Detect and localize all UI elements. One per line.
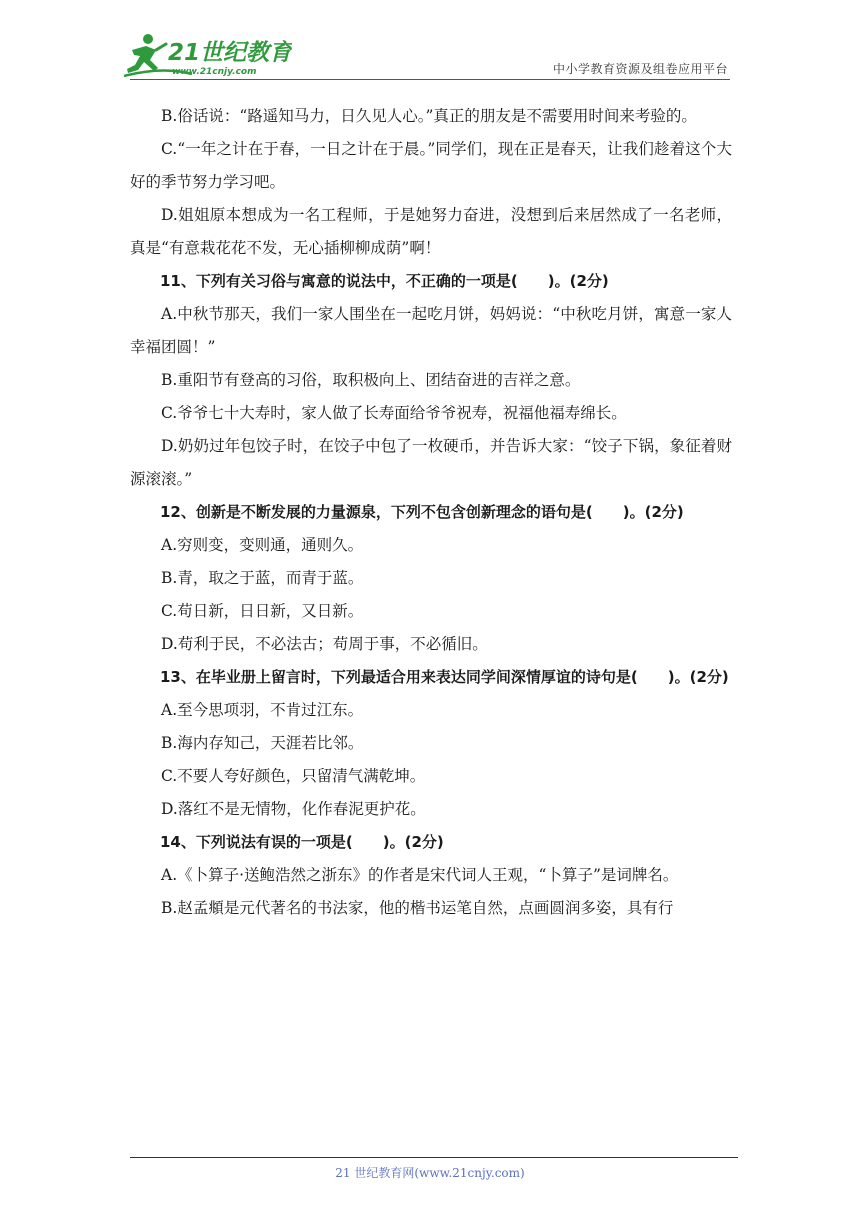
question-stem: 11、下列有关习俗与寓意的说法中，不正确的一项是( )。(2分) (160, 272, 609, 290)
answer-option: C.苟日新，日日新，又日新。 (161, 602, 364, 620)
answer-option: C.“一年之计在于春，一日之计在于晨。”同学们，现在正是春天，让我们趁着这个大好的季节努力学习吧。 (130, 140, 732, 191)
answer-option: A.穷则变，变则通，通则久。 (161, 536, 364, 554)
footer-divider (130, 1157, 738, 1158)
logo-url: www.21cnjy.com (172, 67, 257, 77)
footer-link[interactable]: 21 世纪教育网(www.21cnjy.com) (335, 1166, 525, 1180)
answer-option: B.海内存知己，天涯若比邻。 (161, 734, 364, 752)
page-header (0, 0, 860, 90)
answer-option: B.重阳节有登高的习俗，取积极向上、团结奋进的吉祥之意。 (161, 371, 581, 389)
answer-option: A.中秋节那天，我们一家人围坐在一起吃月饼，妈妈说：“中秋吃月饼，寓意一家人幸福团圆！” (130, 305, 732, 356)
answer-option: D.苟利于民，不必法古；苟周于事，不必循旧。 (161, 635, 488, 653)
document-body (130, 100, 732, 925)
answer-option: A.至今思项羽，不肯过江东。 (161, 701, 364, 719)
answer-option: A.《卜算子·送鲍浩然之浙东》的作者是宋代词人王观，“卜算子”是词牌名。 (161, 866, 679, 884)
site-logo[interactable] (122, 30, 292, 82)
answer-option: B.青，取之于蓝，而青于蓝。 (161, 569, 364, 587)
site-tagline: 中小学教育资源及组卷应用平台 (552, 62, 728, 76)
question-stem: 12、创新是不断发展的力量源泉，下列不包含创新理念的语句是( )。(2分) (160, 503, 684, 521)
question-stem: 13、在毕业册上留言时，下列最适合用来表达同学间深情厚谊的诗句是( )。(2分) (160, 668, 729, 686)
logo-text: 21世纪教育 (168, 40, 292, 66)
header-divider (130, 79, 730, 80)
answer-option: D.奶奶过年包饺子时，在饺子中包了一枚硬币，并告诉大家：“饺子下锅，象征着财源滚滚。” (130, 437, 732, 488)
runner-logo-icon (122, 30, 292, 82)
answer-option: D.姐姐原本想成为一名工程师，于是她努力奋进，没想到后来居然成了一名老师，真是“有意栽花花不发，无心插柳柳成荫”啊！ (130, 206, 732, 257)
question-stem: 14、下列说法有误的一项是( )。(2分) (160, 833, 444, 851)
answer-option: B.赵孟頫是元代著名的书法家，他的楷书运笔自然，点画圆润多姿，具有行 (161, 899, 674, 917)
answer-option: B.俗话说：“路遥知马力，日久见人心。”真正的朋友是不需要用时间来考验的。 (161, 107, 697, 125)
answer-option: C.不要人夸好颜色，只留清气满乾坤。 (161, 767, 426, 785)
answer-option: D.落红不是无情物，化作春泥更护花。 (161, 800, 426, 818)
answer-option: C.爷爷七十大寿时，家人做了长寿面给爷爷祝寿，祝福他福寿绵长。 (161, 404, 627, 422)
